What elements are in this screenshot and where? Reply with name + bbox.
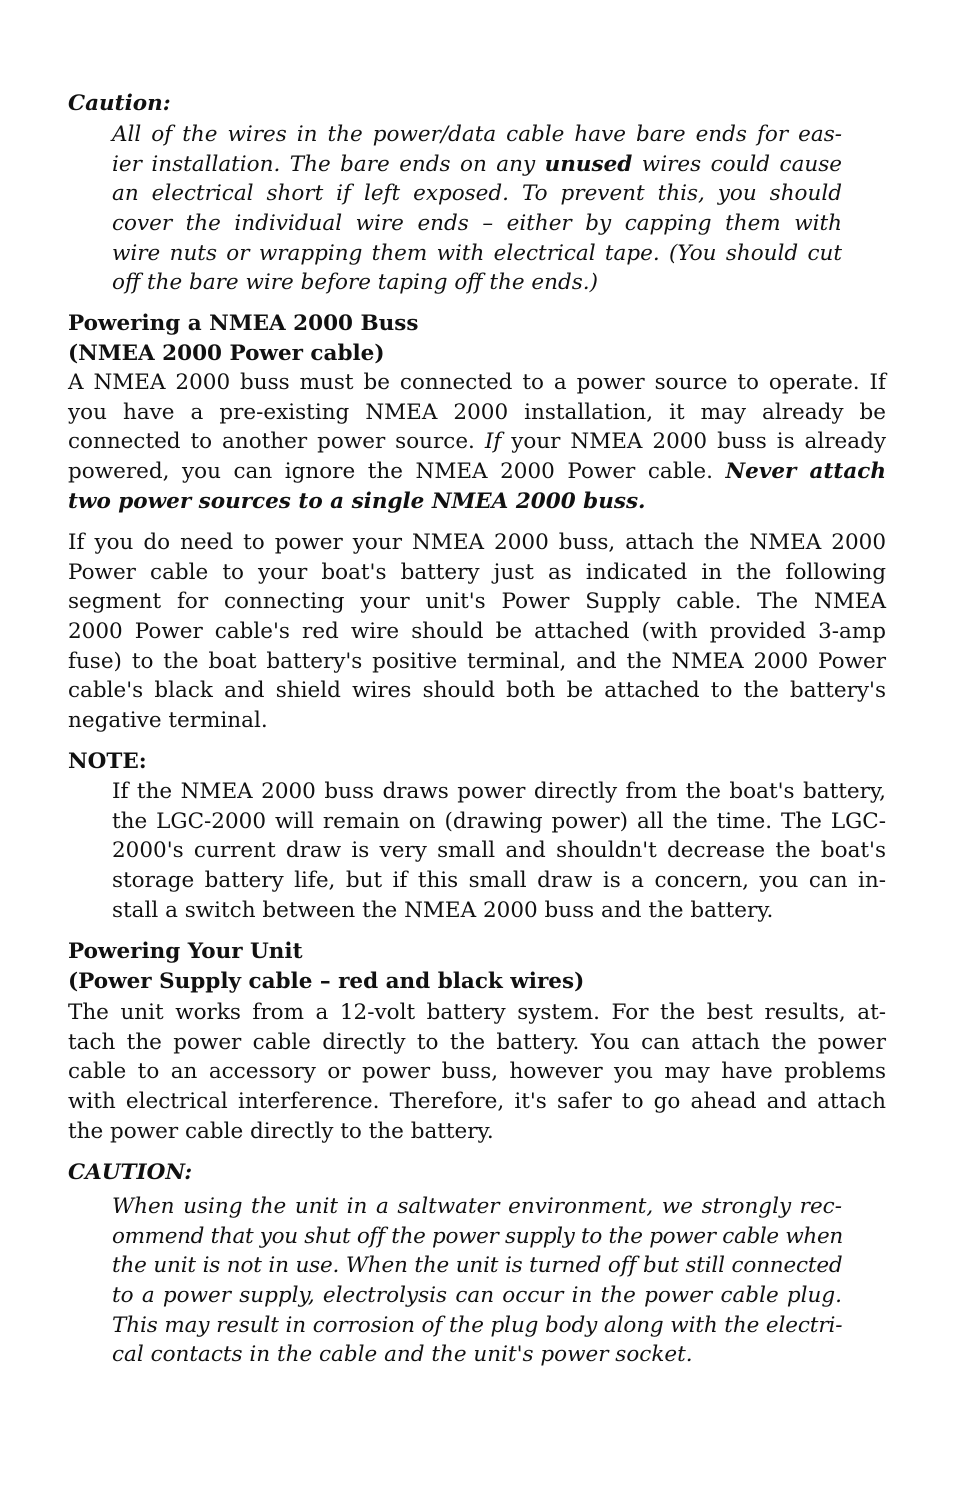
- caution-line: cover the individual wire ends – either by capping them with: [112, 211, 842, 237]
- caution-wires-paragraph: [112, 120, 842, 298]
- note-line: stall a switch between the NMEA 2000 buss and the battery.: [112, 897, 774, 923]
- caution-label: Caution:: [68, 91, 171, 116]
- caution-line: cal contacts in the cable and the unit's power socket.: [112, 1342, 693, 1368]
- caution-line: wire nuts or wrapping them with electrical tape. (You should cut: [112, 240, 842, 266]
- emphasis-if: If: [484, 429, 502, 455]
- unit-heading: [68, 937, 886, 996]
- caution-line: ommend that you shut off the power supply to the power cable when: [112, 1223, 843, 1249]
- body-line: connected to another power source. If your NMEA 2000 buss is already: [68, 429, 886, 455]
- body-line: you have a pre-existing NMEA 2000 installation, it may already be: [68, 399, 886, 425]
- body-line: tach the power cable directly to the battery. You can attach the power: [68, 1029, 886, 1055]
- body-line: segment for connecting your unit's Power Supply cable. The NMEA: [68, 589, 886, 615]
- caution-saltwater-paragraph: [112, 1192, 842, 1370]
- emphasis-unused: unused: [544, 151, 633, 177]
- note-label: NOTE:: [68, 749, 147, 774]
- body-line: cable to an accessory or power buss, however you may have problems: [68, 1059, 886, 1085]
- body-line: Power cable to your boat's battery just as indicated in the following: [68, 559, 886, 585]
- warning-emphasis: two power sources to a single NMEA 2000 buss.: [68, 488, 646, 514]
- caution-line: When using the unit in a saltwater environment, we strongly rec-: [112, 1194, 842, 1219]
- body-line: cable's black and shield wires should both be attached to the battery's: [68, 678, 886, 704]
- note-line: the LGC-2000 will remain on (drawing power) all the time. The LGC-: [112, 808, 886, 834]
- body-line: If you do need to power your NMEA 2000 buss, attach the NMEA 2000: [68, 530, 886, 555]
- caution-saltwater-label: CAUTION:: [68, 1160, 193, 1185]
- caution-line: off the bare wire before taping off the ends.): [112, 270, 598, 296]
- section-subheading: (Power Supply cable – red and black wires): [68, 968, 585, 994]
- note-line: 2000's current draw is very small and shouldn't decrease the boat's: [112, 838, 886, 864]
- note-line: storage battery life, but if this small draw is a concern, you can in-: [112, 868, 886, 894]
- caution-line: the unit is not in use. When the unit is turned off but still connected: [112, 1253, 843, 1279]
- caution-line: This may result in corrosion of the plug body along with the electri-: [112, 1312, 843, 1338]
- body-line: the power cable directly to the battery.: [68, 1118, 494, 1144]
- nmea-paragraph-1: [68, 368, 886, 516]
- note-line: If the NMEA 2000 buss draws power directly from the boat's battery,: [112, 779, 886, 804]
- caution-line: an electrical short if left exposed. To prevent this, you should: [112, 181, 842, 207]
- body-line: negative terminal.: [68, 708, 268, 734]
- nmea-paragraph-2: [68, 528, 886, 736]
- section-heading: Powering Your Unit: [68, 939, 303, 964]
- caution-line: ier installation. The bare ends on any unused wires could cause: [112, 151, 842, 177]
- body-line: A NMEA 2000 buss must be connected to a power source to operate. If: [68, 370, 886, 395]
- unit-paragraph: [68, 998, 886, 1146]
- body-line: The unit works from a 12-volt battery system. For the best results, at-: [68, 1000, 886, 1025]
- caution-line: to a power supply, electrolysis can occur in the power cable plug.: [112, 1283, 842, 1309]
- warning-emphasis: Never attach: [725, 459, 887, 485]
- body-line: powered, you can ignore the NMEA 2000 Power cable. Never attach: [68, 459, 887, 485]
- section-subheading: (NMEA 2000 Power cable): [68, 340, 385, 366]
- section-heading: Powering a NMEA 2000 Buss: [68, 311, 419, 336]
- nmea-heading: [68, 309, 886, 368]
- caution-line: All of the wires in the power/data cable have bare ends for eas-: [112, 122, 842, 147]
- body-line: with electrical interference. Therefore, it's safer to go ahead and attach: [68, 1089, 886, 1115]
- body-line: fuse) to the boat battery's positive terminal, and the NMEA 2000 Power: [68, 648, 886, 674]
- note-paragraph: [112, 777, 886, 925]
- body-line: 2000 Power cable's red wire should be attached (with provided 3-amp: [68, 619, 886, 645]
